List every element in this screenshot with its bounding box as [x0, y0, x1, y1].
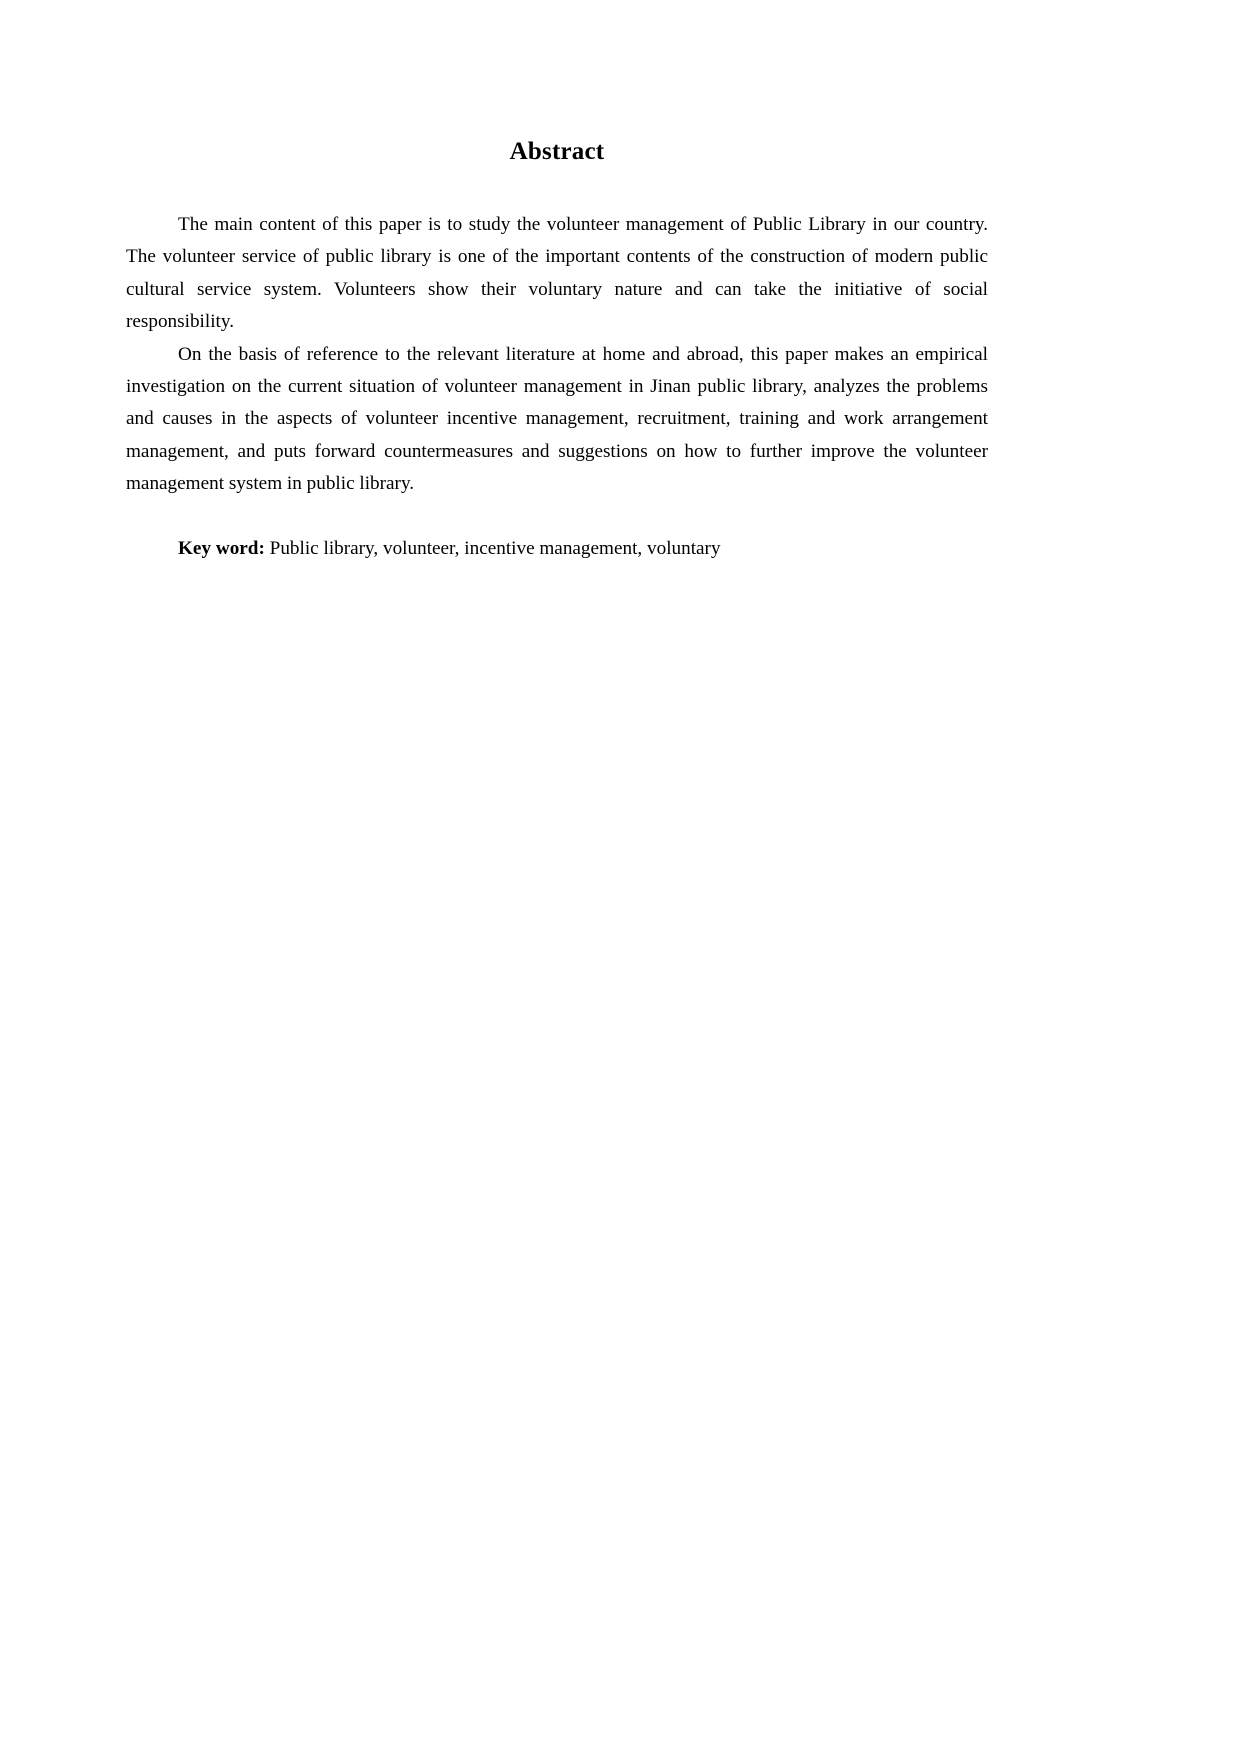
keywords-value: Public library, volunteer, incentive management, voluntary [264, 537, 721, 559]
keywords-line [126, 533, 988, 565]
abstract-body [126, 209, 988, 501]
keywords-label: Key word: [178, 537, 265, 559]
abstract-paragraph-2: On the basis of reference to the relevant literature at home and abroad, this paper makes an empirical investigation on the current situation of volunteer management in Jinan public library, analyzes the problems and causes in the aspects of volunteer incentive management, recruitment, training and work arrangement management, and puts forward countermeasures and suggestions on how to further improve the volunteer management system in public library. [126, 343, 988, 495]
page-title: Abstract [509, 138, 605, 165]
abstract-paragraph-1: The main content of this paper is to study the volunteer management of Public Library in our country. The volunteer service of public library is one of the important contents of the construction of modern public cultural service system. Volunteers show their voluntary nature and can take the initiative of social responsibility. [126, 214, 988, 333]
document-content [126, 0, 988, 565]
